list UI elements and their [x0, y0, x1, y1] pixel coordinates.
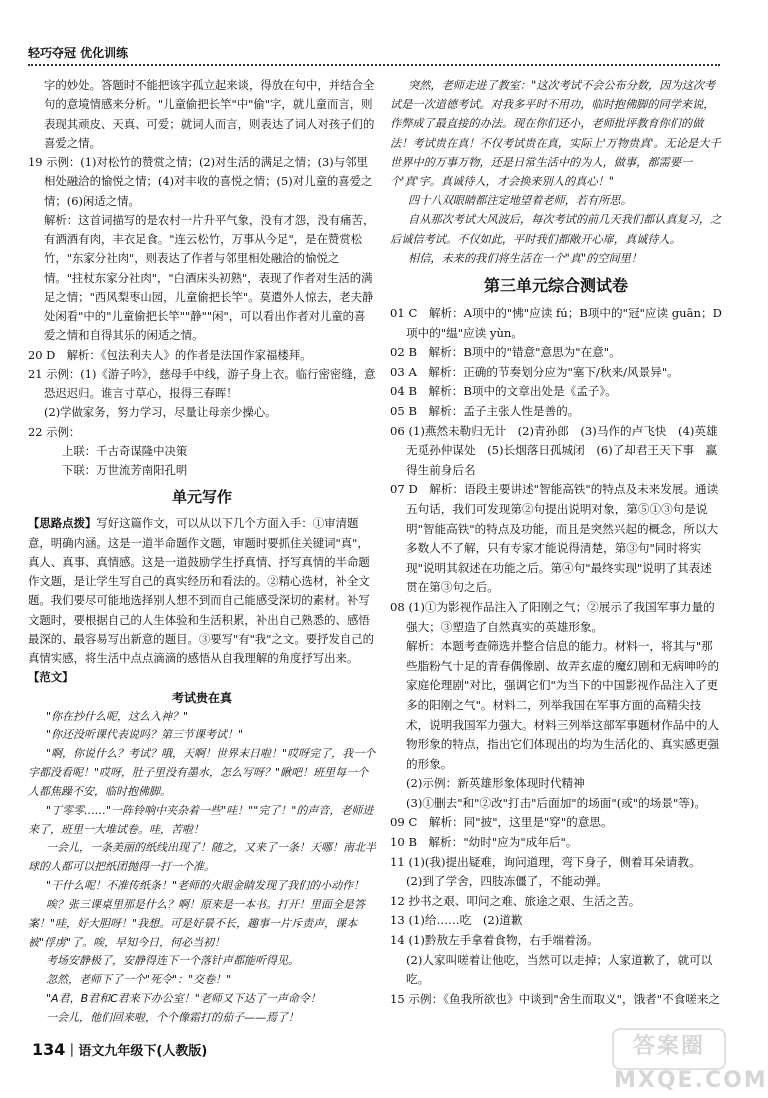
tips-text: 写好这篇作文，可以从以下几个方面入手：①审清题意，明确内涵。这是一道半命题作文题，审题时要抓住关键词"真"，真人、真事、真情感。这是一道鼓励学生抒真情、抒写真情的半命题作文题，是让学生写自己的真实经历和看法的。②精心选材，补全文题。我们要尽可能地选择别人想不到而自己能感受深切的素材。补写文题时，要根据自己的人生体验和生活积累，补出自己熟悉的、感悟最深的、最容易写出新意的题目。③要写"有"我"之文。要抒发自己的真情实感，将生活中点点滴滴的感悟从自我理解的角度抒写出来。 — [28, 516, 375, 665]
sample-label: 【范文】 — [28, 670, 74, 685]
section-title-test: 第三单元综合测试卷 — [483, 276, 628, 296]
essay-line: 自从那次考试大风波后，每次考试的前几天我们都认真复习，之后诚信考试。不仅如此，平时我们都敞开心扉，真诚待人。 — [390, 213, 722, 246]
answer-11: 11 (1)(我)提出疑难，询问道理，弯下身子，侧着耳朵请教。 — [390, 854, 701, 869]
answer-21: 21 示例：(1)《游子吟》，慈母手中线，游子身上衣。临行密密缝，意恐迟迟归。谁言寸草心，报得三春晖！ — [28, 366, 376, 400]
section-title-writing: 单元写作 — [171, 488, 232, 507]
essay-line: 唉？张三课桌里那是什么？啊！原来是一本书。打开！里面全是答案！"哇，好大胆呀！"我想。可是好景不长，趣事一片斥责声，课本被"俘虏"了。唉，早知今日，何必当初！ — [28, 897, 365, 949]
book-subject: ｜语文九年级下(人教版) — [65, 1044, 208, 1059]
essay-line: 考场安静极了，安静得连下一个落针声都能听得见。 — [46, 954, 299, 968]
answer-08-part3: (3)①删去"和"②改"打击"后面加"的场面"(或"的场景"等)。 — [406, 795, 707, 810]
answer-02: 02 B 解析：B项中的"错意"意思为"在意"。 — [390, 345, 621, 360]
tips-label: 【思路点拨】 — [28, 516, 97, 531]
writing-tips — [28, 514, 376, 668]
sample-essay-continued — [390, 76, 722, 268]
essay-line: 四十八双眼睛都注定地望着老师，若有所思。 — [408, 194, 632, 208]
answer-03: 03 A 解析：正确的节奏划分应为"塞下/秋来/风景异"。 — [390, 364, 679, 379]
sample-essay-title: 考试贵在真 — [171, 690, 232, 705]
answer-paragraph: 字的妙处。答题时不能把该字孤立起来谈，得放在句中，并结合全句的意境情感来分析。"儿童偷把长竿"中"偷"字，就儿童而言，则表现其顽皮、天真、可爱；就词人而言，则表达了词人对孩子们的喜爱之情。 — [44, 78, 375, 150]
answer-22: 22 示例： — [28, 424, 81, 439]
answer-11-part2: (2)到了学舍，四肢冻僵了，不能动弹。 — [406, 874, 608, 889]
essay-line: "你在抄什么呢，这么入神？" — [46, 709, 189, 723]
answer-14-part2: (2)人家叫嗟着让他吃，当然可以走掉；人家道歉了，就可以吃。 — [406, 952, 713, 987]
answer-19-analysis: 解析：这首词描写的是农村一片升平气象，没有才怨，没有痛苦，有酒酒有肉，丰衣足食。"连云松竹，万事从今足"，是在赞赏松竹，"东家分社肉"，则表达了作者与邻里相处融洽的愉悦之情。"拄杖东家分社肉"，"白酒床头初熟"，表现了作者对生活的满足之情；"西风梨枣山园，儿童偷把长竿"。莫遣外人惊去，老夫静处闲看"中的"儿童偷把长竿""静""闲"，可以看出作者对儿童的喜爱之情和自得其乐的闲适之情。 — [44, 212, 375, 343]
page-number: 134 — [32, 1040, 66, 1059]
answer-08-analysis: 解析：本题考查筛选并整合信息的能力。材料一，将其与"那些脂粉气十足的青春偶像剧、故弄玄虚的魔幻剧和无病呻吟的家庭伦理剧"对比，强调它们"为当下的中国影视作品注入了更多的阳刚之气"。材料二，列举我国在军事方面的高精尖技术，说明我国军力强大。材料三列举这部军事题材作品中的人物形象的特点，指出它们体现出的均为生活化的、真实感更强的形象。 — [406, 639, 720, 771]
answer-07: 07 D 解析：语段主要讲述"智能高铁"的特点及未来发展。通读五句话，我们可发现第②句提出说明对象，第⑤①③句是说明"智能高铁"的特点及功能，而且是突然兴起的概念，所以大多数人不了解，只有专家才能说得清楚，第③句"同时将实现"说明其叙述在功能之后。第④句"最终实现"说明了其表述贯在第③句之后。 — [390, 482, 719, 595]
essay-line: "干什么呢！不准传纸条！"老师的火眼金睛发现了我们的小动作！ — [46, 879, 365, 893]
answer-19: 19 示例：(1)对松竹的赞赏之情；(2)对生活的满足之情；(3)与邻里相处融洽的愉悦之情；(4)对丰收的喜悦之情；(5)对儿童的喜爱之情；(6)闲适之情。 — [28, 155, 373, 208]
answer-21-part2: (2)学做家务，努力学习，尽量让母亲少操心。 — [44, 405, 277, 420]
watermark-logo: 答案圈 MXQE.COM — [612, 1028, 726, 1070]
essay-line: 忽然，老师下了一个"死令"："交卷！" — [46, 973, 232, 987]
answer-12: 12 抄书之艰、叩问之难、旅途之艰、生活之苦。 — [390, 893, 641, 908]
essay-line: 一会儿，他们回来啦，个个像霜打的茄子——焉了！ — [46, 1011, 299, 1024]
header-divider — [28, 64, 720, 66]
answer-15: 15 示例：《鱼我所欲也》中谈到"舍生而取义"，饿者"不食嗟来之 — [390, 991, 721, 1006]
right-column — [390, 76, 722, 1009]
answer-08-part2: (2)示例：新英雄形象体现时代精神 — [406, 776, 585, 791]
essay-line: 相信，未来的我们将生活在一个"真"的空间里！ — [408, 251, 643, 265]
answer-06: 06 (1)燕然未勒归无计 (2)青孙郎 (3)马作的卢飞快 (4)英雄无觅孙仲谋处 (5)长烟落日孤城闭 (6)了却君王天下事 赢得生前身后名 — [390, 423, 718, 477]
page-footer — [32, 1040, 207, 1059]
essay-line: "A君，B君和C君来下办公室！"老师又下达了一声命令！ — [46, 992, 321, 1006]
couplet-down: 下联：万世流芳南阳孔明 — [62, 463, 188, 477]
answer-10: 10 B 解析："幼时"应为"成年后"。 — [390, 835, 578, 850]
answer-08: 08 (1)①为影视作品注入了阳刚之气；②展示了我国军事力量的强大；③塑造了自然真实的英雄形象。 — [390, 599, 715, 634]
answer-05: 05 B 解析：孟子主张人性是善的。 — [390, 404, 580, 418]
answer-09: 09 C 解析：同"披"，这里是"穿"的意思。 — [390, 815, 613, 830]
answer-01: 01 C 解析：A项中的"怫"应读 fú；B项中的"冠"应读 guān；D项中的"缊"应读 yùn。 — [390, 306, 722, 340]
sample-essay — [28, 708, 376, 1028]
essay-line: 突然，老师走进了教室："这次考试不会公布分数，因为这次考试是一次道德考试。对我多平时不用功，临时抱佛脚的同学来说，作弊成了最直接的办法。现在你们还小，老师批评教育你们的做法！考试贵在真！不仅考试贵在真，实际上'万物贵真'。无论是大千世界中的万事万物，还是日常生活中的为人，做事，都需要一个'真'字。真诚待人，才会换来别人的真心！" — [390, 79, 721, 189]
answer-14: 14 (1)黔敖左手拿着食物，右手端着汤。 — [390, 933, 599, 948]
couplet-up: 上联：千古奇谋隆中决策 — [62, 443, 188, 458]
book-logo: 轻巧夺冠 优化训练 — [28, 46, 129, 60]
essay-line: 一会儿，一条美丽的纸线出现了！随之，又来了一条！天哪！南北半球的人都可以把纸团抛得一打一个准。 — [28, 841, 376, 874]
answer-04: 04 B 解析：B项中的文章出处是《孟子》。 — [390, 384, 617, 399]
answer-20: 20 D 解析：《包法利夫人》的作者是法国作家福楼拜。 — [28, 347, 312, 362]
answer-13: 13 (1)给……吃 (2)道歉 — [390, 913, 523, 928]
essay-line: "啊，你说什么？考试？哦，天啊！世界末日啦！"哎呀完了，我一个字都没看呢！"哎呀，肚子里没有墨水，怎么写呀？"瞅吧！班里每一个人都焦躁不安，临时抱佛脚。 — [28, 747, 376, 798]
essay-line: "你还没听课代表说吗？第三节课考试！" — [46, 728, 244, 742]
essay-line: "丁零零……"一阵铃响中夹杂着一些"哇！""完了！"的声音，老师进来了，班里一大堆试卷。哇，苦啦！ — [28, 803, 374, 836]
left-column — [28, 76, 376, 1028]
